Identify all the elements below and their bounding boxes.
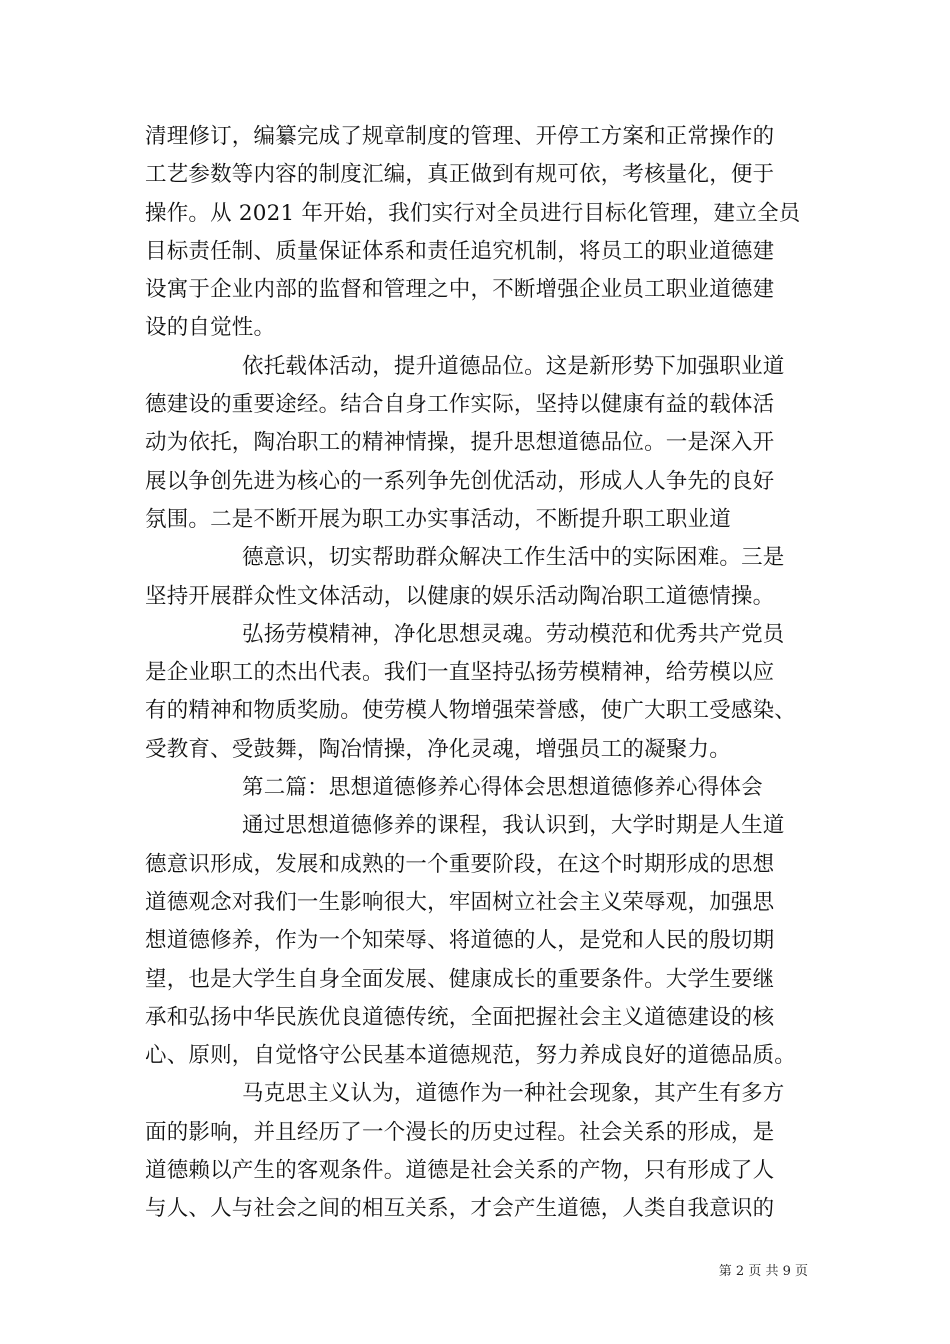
text-line: 操作。从 2021 年开始，我们实行对全员进行目标化管理，建立全员 (145, 200, 801, 226)
text-line: 动为依托，陶冶职工的精神情操，提升思想道德品位。一是深入开 (145, 430, 775, 456)
text-line: 与人、人与社会之间的相互关系，才会产生道德，人类自我意识的 (145, 1196, 775, 1222)
text-line: 弘扬劳模精神，净化思想灵魂。劳动模范和优秀共产党员 (242, 621, 785, 647)
text-line: 清理修订，编纂完成了规章制度的管理、开停工方案和正常操作的 (145, 124, 775, 149)
text-line: 面的影响，并且经历了一个漫长的历史过程。社会关系的形成，是 (145, 1119, 775, 1145)
text-line: 望，也是大学生自身全面发展、健康成长的重要条件。大学生要继 (145, 966, 775, 992)
text-line: 有的精神和物质奖励。使劳模人物增强荣誉感，使广大职工受感染、 (145, 698, 797, 724)
text-line: 设的自觉性。 (145, 315, 276, 341)
text-line: 氛围。二是不断开展为职工办实事活动，不断提升职工职业道 (145, 506, 731, 532)
text-line: 道德赖以产生的客观条件。道德是社会关系的产物，只有形成了人 (145, 1158, 775, 1184)
text-line: 马克思主义认为，道德作为一种社会现象，其产生有多方 (242, 1081, 785, 1107)
text-line: 展以争创先进为核心的一系列争先创优活动，形成人人争先的良好 (145, 468, 775, 494)
text-line: 工艺参数等内容的制度汇编，真正做到有规可依，考核量化，便于 (145, 162, 775, 188)
text-line: 德意识形成，发展和成熟的一个重要阶段，在这个时期形成的思想 (145, 851, 775, 877)
text-line: 目标责任制、质量保证体系和责任追究机制，将员工的职业道德建 (145, 238, 775, 264)
text-line: 设寓于企业内部的监督和管理之中，不断增强企业员工职业道德建 (145, 277, 775, 303)
text-line: 依托载体活动，提升道德品位。这是新形势下加强职业道 (242, 353, 785, 379)
text-line: 通过思想道德修养的课程，我认识到，大学时期是人生道 (242, 813, 785, 839)
text-line: 德建设的重要途经。结合自身工作实际，坚持以健康有益的载体活 (145, 392, 775, 418)
text-line: 承和弘扬中华民族优良道德传统，全面把握社会主义道德建设的核 (145, 1004, 775, 1030)
document-body (145, 118, 810, 1229)
text-line: 第二篇：思想道德修养心得体会思想道德修养心得体会 (242, 775, 763, 801)
text-line: 道德观念对我们一生影响很大，牢固树立社会主义荣辱观，加强思 (145, 889, 775, 915)
text-line: 坚持开展群众性文体活动，以健康的娱乐活动陶冶职工道德情操。 (145, 583, 775, 609)
text-line: 是企业职工的杰出代表。我们一直坚持弘扬劳模精神，给劳模以应 (145, 660, 775, 686)
text-line: 心、原则，自觉恪守公民基本道德规范，努力养成良好的道德品质。 (145, 1043, 797, 1069)
text-line: 受教育、受鼓舞，陶冶情操，净化灵魂，增强员工的凝聚力。 (145, 736, 731, 762)
text-line: 德意识，切实帮助群众解决工作生活中的实际困难。三是 (242, 545, 785, 571)
text-line: 想道德修养，作为一个知荣辱、将道德的人，是党和人民的殷切期 (145, 928, 775, 954)
page-number-footer: 第 2 页 共 9 页 (718, 1264, 808, 1279)
